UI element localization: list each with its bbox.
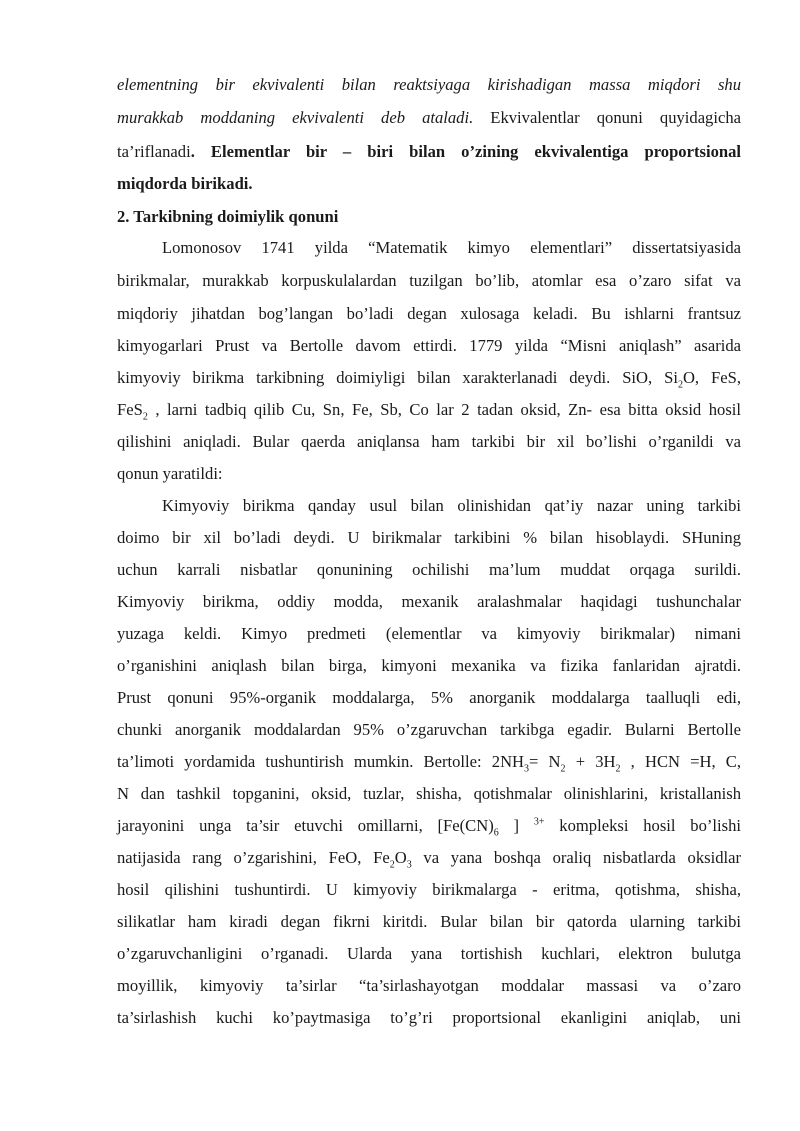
text-segment: doimo bir xil bo’ladi deydi. U birikmalar tarkibini % bilan hisoblaydi. SHuning <box>117 528 741 547</box>
text-line <box>117 302 741 326</box>
text-segment: qilishini aniqladi. Bular qaerda aniqlansa ham tarkibi bir xil bo’lishi o’rganildi va <box>117 432 741 451</box>
text-segment: ta’riflanadi <box>117 142 191 161</box>
text-line <box>117 654 741 678</box>
text-line <box>117 622 741 646</box>
text-segment: silikatlar ham kiradi degan fikrni kiritdi. Bular bilan bir qatorda ularning tarkibi <box>117 912 741 931</box>
text-segment: . Elementlar bir – biri bilan o’zining ekvivalentiga proportsional <box>190 142 741 161</box>
text-segment: miqdoriy jihatdan bog’langan bo’ladi degan xulosaga keladi. Bu ishlarni frantsuz <box>117 304 741 323</box>
text-line <box>117 910 741 934</box>
text-line <box>117 942 741 966</box>
text-segment: natijasida rang o’zgarishini, FeO, Fe <box>117 848 390 867</box>
text-segment: = N <box>529 752 561 771</box>
text-segment: elementning bir ekvivalenti bilan reaktsiyaga kirishadigan massa miqdori shu <box>117 75 741 94</box>
text-line <box>117 814 741 838</box>
text-line <box>117 398 741 422</box>
text-segment: Prust qonuni 95%-organik moddalarga, 5% anorganik moddalarga taalluqli edi, <box>117 688 741 707</box>
text-line <box>117 462 741 486</box>
text-line <box>117 558 741 582</box>
text-line <box>117 846 741 870</box>
text-segment: 2. Tarkibning doimiylik qonuni <box>117 207 339 226</box>
text-line <box>117 106 741 130</box>
text-line <box>117 782 741 806</box>
text-segment: N dan tashkil topganini, oksid, tuzlar, shisha, qotishmalar olinishlarini, kristallanish <box>117 784 741 803</box>
text-segment: kompleksi hosil bo’lishi <box>544 816 742 835</box>
text-segment: o’rganishini aniqlash bilan birga, kimyoni mexanika va fizika fanlaridan ajratdi. <box>117 656 741 675</box>
text-segment: 2 <box>677 379 683 391</box>
text-line <box>162 494 741 518</box>
text-segment: kimyogarlari Prust va Bertolle davom ettirdi. 1779 yilda “Misni aniqlash” asarida <box>117 336 741 355</box>
text-segment: 3+ <box>533 816 545 828</box>
text-segment: + 3H <box>565 752 616 771</box>
text-segment: Lomonosov 1741 yilda “Matematik kimyo elementlari” dissertatsiyasida <box>162 238 741 257</box>
text-segment: miqdorda birikadi. <box>117 174 253 193</box>
text-line <box>117 686 741 710</box>
text-segment: uchun karrali nisbatlar qonunining ochilishi ma’lum muddat orqaga surildi. <box>117 560 741 579</box>
text-line <box>117 172 741 196</box>
text-segment: 2 <box>389 859 395 871</box>
text-segment: qonun yaratildi: <box>117 464 223 483</box>
text-segment: ta’sirlashish kuchi ko’paytmasiga to’g’ri proportsional ekanligini aniqlab, uni <box>117 1008 741 1027</box>
text-segment: O <box>394 848 407 867</box>
text-line <box>117 140 741 164</box>
text-segment: o’zgaruvchanligini o’rganadi. Ularda yana tortishish kuchlari, elektron bulutga <box>117 944 741 963</box>
text-line <box>117 974 741 998</box>
text-segment: O, FeS, <box>682 368 741 387</box>
text-segment: ta’limoti yordamida tushuntirish mumkin. Bertolle: 2NH <box>117 752 525 771</box>
text-line <box>117 269 741 293</box>
text-line <box>117 334 741 358</box>
text-segment: Kimyoviy birikma, oddiy modda, mexanik aralashmalar haqidagi tushunchalar <box>117 592 741 611</box>
text-segment: birikmalar, murakkab korpuskulalardan tuzilgan bo’lib, atomlar esa o’zaro sifat va <box>117 271 741 290</box>
text-segment: yuzaga keldi. Kimyo predmeti (elementlar va kimyoviy birikmalar) nimani <box>117 624 741 643</box>
text-line <box>117 718 741 742</box>
text-segment: , larni tadbiq qilib Cu, Sn, Fe, Sb, Co lar 2 tadan oksid, Zn- esa bitta oksid hosil <box>147 400 741 419</box>
text-segment: 3 <box>524 763 530 775</box>
text-segment: Ekvivalentlar qonuni quyidagicha <box>473 108 741 127</box>
text-segment: va yana boshqa oraliq nisbatlarda oksidlar <box>411 848 741 867</box>
text-line <box>117 526 741 550</box>
text-segment: Kimyoviy birikma qanday usul bilan olinishidan qat’iy nazar uning tarkibi <box>162 496 741 515</box>
text-segment: ] <box>498 816 534 835</box>
text-segment: hosil qilishini tushuntirdi. U kimyoviy birikmalarga - eritma, qotishma, shisha, <box>117 880 741 899</box>
text-segment: 2 <box>560 763 566 775</box>
text-line <box>117 750 741 774</box>
text-line <box>117 205 741 229</box>
text-line <box>117 590 741 614</box>
text-line <box>117 430 741 454</box>
text-line <box>162 236 741 260</box>
text-line <box>117 1006 741 1030</box>
text-segment: FeS <box>117 400 143 419</box>
text-segment: , HCN =H, C, <box>620 752 742 771</box>
text-segment: kimyoviy birikma tarkibning doimiyligi bilan xarakterlanadi deydi. SiO, Si <box>117 368 678 387</box>
text-line <box>117 366 741 390</box>
text-segment: jarayonini unga ta’sir etuvchi omillarni, [Fe(CN) <box>117 816 494 835</box>
text-segment: 3 <box>406 859 412 871</box>
text-segment: moyillik, kimyoviy ta’sirlar “ta’sirlashayotgan moddalar massasi va o’zaro <box>117 976 741 995</box>
text-line <box>117 878 741 902</box>
text-segment: 6 <box>493 827 499 839</box>
text-segment: chunki anorganik moddalardan 95% o’zgaruvchan tarkibga egadir. Bularni Bertolle <box>117 720 741 739</box>
text-segment: murakkab moddaning ekvivalenti deb ataladi. <box>117 108 474 127</box>
text-line <box>117 73 741 97</box>
text-segment: 2 <box>615 763 621 775</box>
text-segment: 2 <box>142 411 148 423</box>
